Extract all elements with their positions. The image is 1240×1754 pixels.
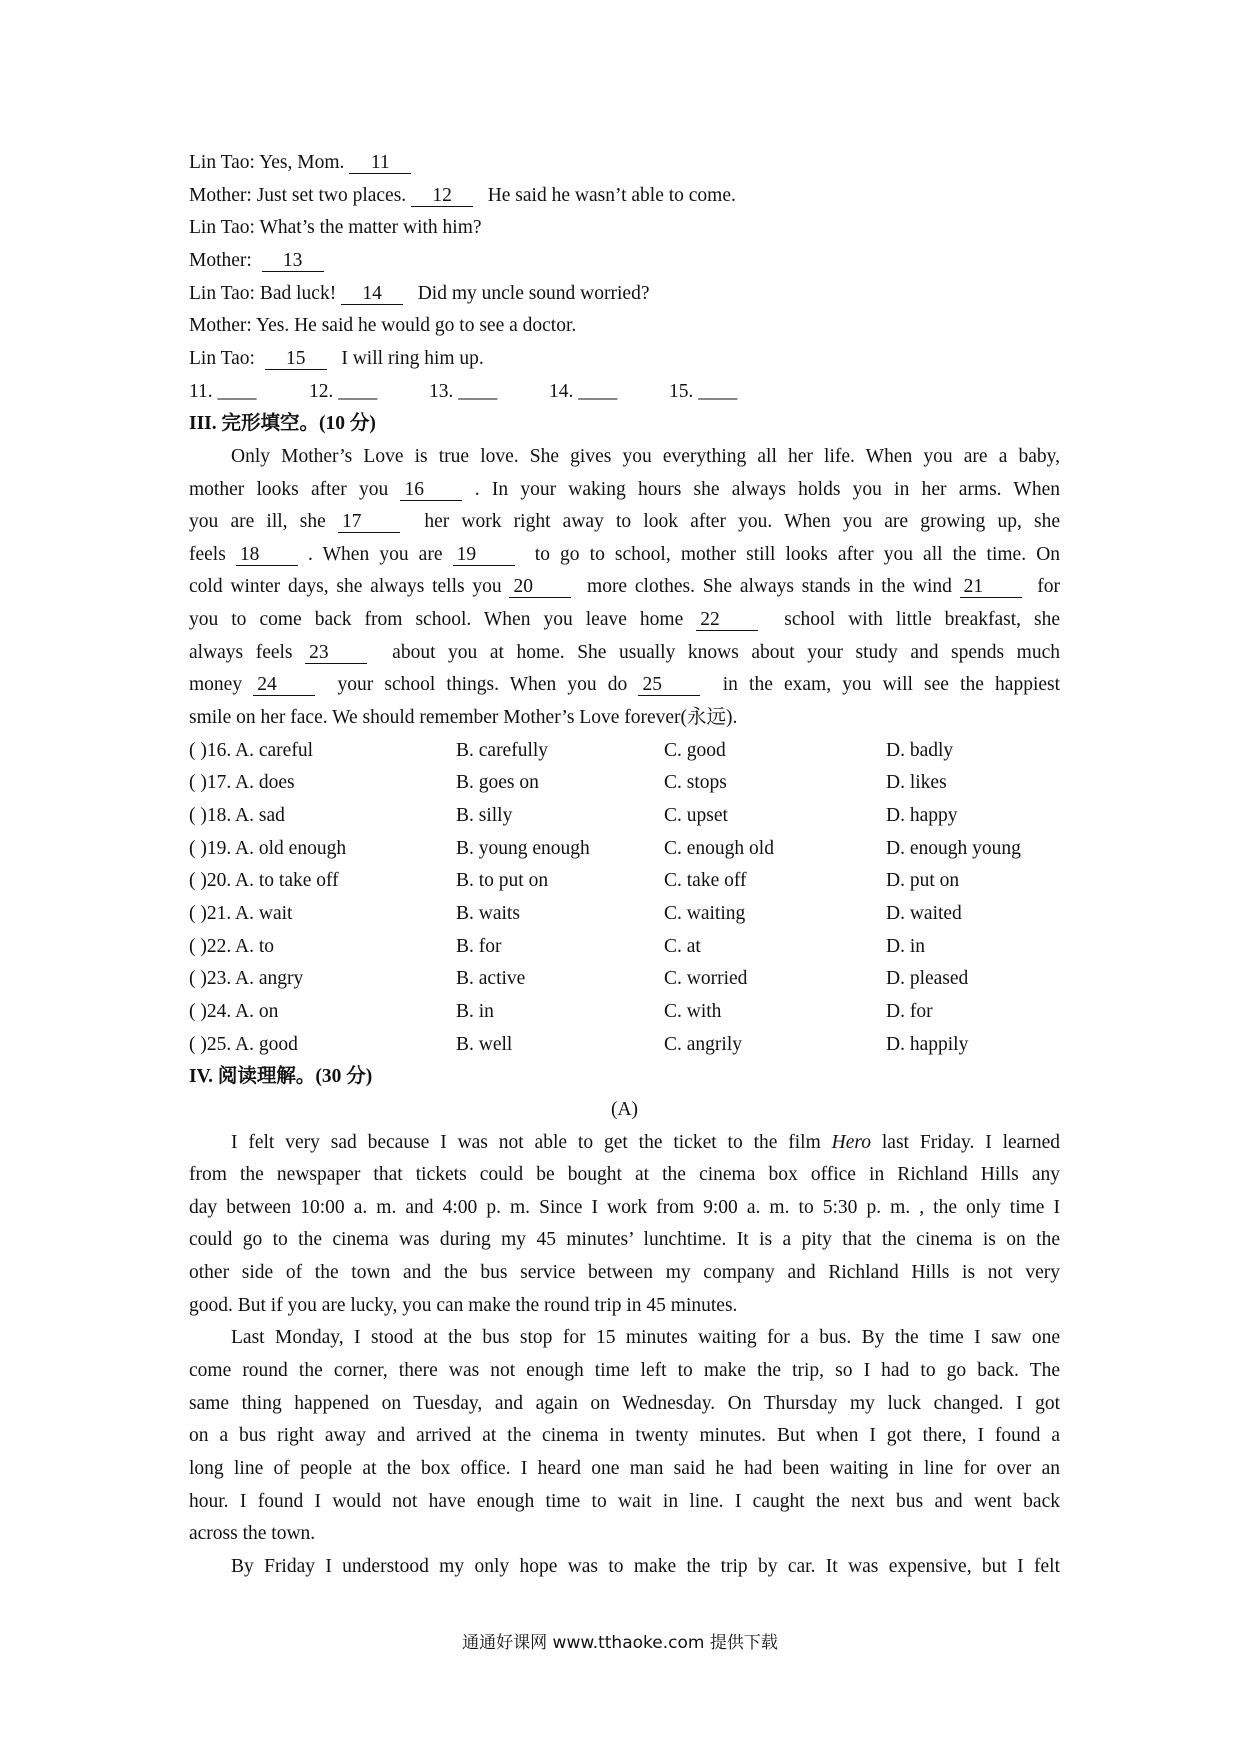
dialogue-line	[189, 183, 1060, 209]
text: last Friday. I learned	[871, 1131, 1060, 1153]
option-a: ( )16. A. careful	[189, 739, 313, 761]
text: same thing happened on Tuesday, and again on Wednesday. On Thursday my luck changed. I got	[189, 1392, 1060, 1414]
text: Only Mother’s Love is true love. She gives you everything all her life. When you are a baby,	[231, 445, 1060, 467]
option-d: D. for	[886, 1000, 933, 1022]
text: cold winter days, she always tells you	[189, 576, 510, 598]
blank-13: 13	[262, 251, 324, 272]
text: Mother: Just set two places.	[189, 184, 412, 206]
text: Lin Tao: Yes, Mom.	[189, 152, 350, 173]
text: good. But if you are lucky, you can make the round trip in 45 minutes.	[189, 1294, 738, 1316]
option-a: ( )18. A. sad	[189, 805, 285, 826]
text: I will ring him up.	[331, 347, 484, 369]
text: By Friday I understood my only hope was to make the trip by car. It was expensive, but I felt	[231, 1555, 1060, 1577]
text: . When you are	[308, 543, 453, 565]
dialogue-line	[189, 313, 1060, 339]
text: come round the corner, there was not enough time left to make the trip, so I had to go back. The	[189, 1360, 1060, 1382]
text: could go to the cinema was during my 45 minutes’ lunchtime. It is a pity that the cinema is on the	[189, 1229, 1060, 1251]
section-heading: IV. 阅读理解。(30 分)	[189, 1066, 373, 1088]
option-b: B. carefully	[456, 739, 549, 761]
option-c: C. at	[664, 935, 701, 957]
blank-15: 15	[265, 349, 327, 370]
text: Lin Tao: What’s the matter with him?	[189, 217, 482, 239]
option-d: D. happy	[886, 805, 958, 826]
reading-line	[189, 1423, 1060, 1449]
text: smile on her face. We should remember Mother’s Love forever(永远).	[189, 707, 738, 729]
text: Mother:	[189, 249, 262, 271]
cloze-line	[189, 672, 1060, 698]
text: across the town.	[189, 1523, 316, 1545]
text: in the exam, you will see the happiest	[711, 674, 1061, 696]
cloze-line	[189, 574, 1060, 600]
option-a: ( )22. A. to	[189, 935, 275, 957]
text: . In your waking hours she always holds you in her arms. When	[474, 478, 1060, 500]
reading-line	[189, 1521, 1060, 1547]
reading-line	[189, 1195, 1060, 1221]
option-b: B. for	[456, 935, 502, 957]
blank-21: 21	[960, 577, 1022, 598]
text: hour. I found I would not have enough time to wait in line. I caught the next bus and went back	[189, 1490, 1060, 1512]
option-a: ( )21. A. wait	[189, 902, 293, 924]
option-d: D. likes	[886, 772, 947, 794]
answer-slot: 14. ____	[549, 380, 618, 402]
option-b: B. waits	[456, 902, 520, 924]
option-d: D. pleased	[886, 968, 969, 990]
dialogue-line	[189, 150, 1060, 176]
option-d: D. badly	[886, 739, 954, 761]
cloze-line	[189, 509, 1060, 535]
text: to go to school, mother still looks after you all the time. On	[524, 543, 1061, 565]
reading-line	[189, 1260, 1060, 1286]
blank-22: 22	[696, 610, 758, 631]
text: feels	[189, 543, 236, 565]
option-c: C. angrily	[664, 1033, 742, 1055]
dialogue-line	[189, 281, 1060, 307]
text: Last Monday, I stood at the bus stop for 15 minutes waiting for a bus. By the time I saw one	[231, 1327, 1060, 1349]
blank-20: 20	[509, 577, 571, 598]
option-c: C. good	[664, 739, 726, 761]
answer-slot: 12. ____	[309, 380, 378, 402]
text: money	[189, 674, 254, 696]
cloze-line	[189, 705, 1060, 731]
option-b: B. well	[456, 1033, 513, 1055]
blank-23: 23	[305, 643, 367, 664]
blank-18: 18	[236, 545, 298, 566]
option-a: ( )17. A. does	[189, 772, 295, 794]
reading-line	[189, 1162, 1060, 1188]
option-b: B. active	[456, 968, 526, 990]
option-a: ( )23. A. angry	[189, 968, 304, 990]
cloze-line	[189, 477, 1060, 503]
reading-line	[189, 1130, 1060, 1156]
reading-line	[189, 1358, 1060, 1384]
blank-14: 14	[341, 284, 403, 305]
reading-line	[189, 1554, 1060, 1580]
option-d: D. waited	[886, 902, 962, 924]
text: always feels	[189, 641, 306, 663]
blank-19: 19	[453, 545, 515, 566]
text: Lin Tao: Bad luck!	[189, 282, 342, 304]
text: more clothes. She always stands in the wind	[579, 576, 960, 598]
option-a: ( )19. A. old enough	[189, 837, 347, 859]
dialogue-line	[189, 346, 1060, 372]
cloze-line	[189, 607, 1060, 633]
text: long line of people at the box office. I heard one man said he had been waiting in line for over an	[189, 1458, 1060, 1479]
reading-line	[189, 1456, 1060, 1482]
reading-line	[189, 1325, 1060, 1351]
text: other side of the town and the bus service between my company and Richland Hills is not very	[189, 1262, 1060, 1284]
text: from the newspaper that tickets could be bought at the cinema box office in Richland Hills any	[189, 1164, 1060, 1186]
blank-11: 11	[349, 153, 411, 174]
option-b: B. silly	[456, 805, 513, 826]
option-b: B. to put on	[456, 870, 549, 892]
blank-24: 24	[253, 675, 315, 696]
text: your school things. When you do	[326, 674, 639, 696]
blank-16: 16	[400, 480, 462, 501]
blank-12: 12	[411, 186, 473, 207]
text: for	[1029, 576, 1060, 598]
text: on a bus right away and arrived at the cinema in twenty minutes. But when I got there, I found a	[189, 1425, 1060, 1447]
cloze-line	[189, 640, 1060, 666]
text: He said he wasn’t able to come.	[477, 184, 736, 206]
answer-slot: 15. ____	[669, 380, 738, 402]
text: mother looks after you	[189, 478, 401, 500]
text: day between 10:00 a. m. and 4:00 p. m. Since I work from 9:00 a. m. to 5:30 p. m. , the only time I	[189, 1196, 1060, 1218]
italic-title: Hero	[831, 1131, 872, 1153]
text: Lin Tao:	[189, 347, 265, 369]
section-heading: III. 完形填空。(10 分)	[189, 413, 376, 435]
blank-17: 17	[338, 512, 400, 533]
option-a: ( )25. A. good	[189, 1033, 298, 1055]
text: Mother: Yes. He said he would go to see a doctor.	[189, 315, 577, 337]
option-c: C. stops	[664, 772, 727, 794]
option-b: B. goes on	[456, 772, 539, 794]
text: you to come back from school. When you leave home	[189, 609, 697, 631]
option-c: C. worried	[664, 968, 748, 990]
passage-title: (A)	[610, 1098, 639, 1120]
option-c: C. enough old	[664, 837, 774, 859]
option-a: ( )24. A. on	[189, 1000, 279, 1022]
dialogue-line	[189, 248, 1060, 274]
text: school with little breakfast, she	[771, 609, 1061, 631]
option-c: C. take off	[664, 870, 747, 892]
cloze-line	[189, 444, 1060, 470]
text: her work right away to look after you. When you are growing up, she	[412, 511, 1060, 533]
reading-line	[189, 1227, 1060, 1253]
option-c: C. waiting	[664, 902, 746, 924]
option-a: ( )20. A. to take off	[189, 870, 339, 892]
option-b: B. young enough	[456, 837, 590, 859]
reading-line	[189, 1391, 1060, 1417]
text: you are ill, she	[189, 511, 338, 533]
text: about you at home. She usually knows about your study and spends much	[379, 641, 1060, 663]
option-d: D. happily	[886, 1033, 969, 1055]
dialogue-line	[189, 215, 1060, 241]
text: Did my uncle sound worried?	[407, 282, 650, 304]
option-d: D. put on	[886, 870, 960, 892]
option-c: C. with	[664, 1000, 722, 1022]
option-b: B. in	[456, 1000, 494, 1022]
reading-line	[189, 1293, 1060, 1319]
blank-25: 25	[638, 675, 700, 696]
option-d: D. in	[886, 935, 925, 957]
cloze-line	[189, 542, 1060, 568]
answer-slot: 11. ____	[189, 380, 257, 402]
option-d: D. enough young	[886, 837, 1021, 859]
text: I felt very sad because I was not able to get the ticket to the film	[231, 1131, 832, 1153]
option-c: C. upset	[664, 805, 728, 826]
footer-watermark: 通通好课网 www.tthaoke.com 提供下载	[462, 1633, 778, 1653]
answer-slot: 13. ____	[429, 380, 498, 402]
reading-line	[189, 1489, 1060, 1515]
